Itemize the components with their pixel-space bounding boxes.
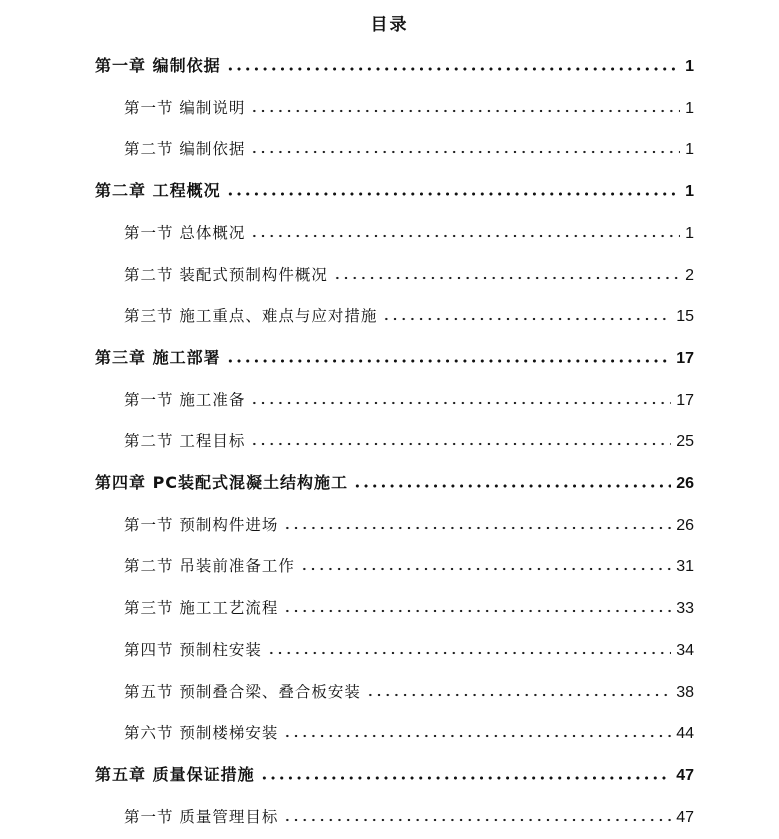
toc-section-entry[interactable] (124, 303, 694, 329)
toc-chapter-entry[interactable] (95, 53, 694, 79)
toc-entry-label: 第二节 工程目标 (124, 432, 246, 450)
toc-page-number: 1 (685, 183, 694, 200)
toc-chapter-entry[interactable] (95, 470, 694, 496)
toc-dot-leader (226, 358, 672, 364)
toc-section-entry[interactable] (124, 387, 694, 413)
toc-section-entry[interactable] (124, 136, 694, 162)
toc-entry-label: 第二节 编制依据 (124, 140, 246, 158)
toc-dot-leader (366, 692, 671, 698)
toc-section-entry[interactable] (124, 637, 694, 663)
toc-page-number: 1 (685, 100, 694, 117)
toc-entry-label: 第二节 装配式预制构件概况 (124, 266, 328, 284)
toc-entry-label: 第三章 施工部署 (95, 348, 221, 367)
toc-entry-label: 第一节 预制构件进场 (124, 516, 279, 534)
toc-dot-leader (283, 817, 671, 823)
toc-dot-leader (250, 400, 671, 406)
toc-section-entry[interactable] (124, 553, 694, 579)
toc-page-number: 17 (676, 392, 694, 409)
toc-section-entry[interactable] (124, 804, 694, 830)
toc-page-number: 44 (676, 725, 694, 742)
toc-dot-leader (283, 733, 671, 739)
toc-dot-leader (226, 66, 681, 72)
toc-page-number: 1 (685, 225, 694, 242)
toc-entry-label: 第六节 预制楼梯安装 (124, 724, 279, 742)
toc-section-entry[interactable] (124, 428, 694, 454)
toc-section-entry[interactable] (124, 595, 694, 621)
toc-chapter-entry[interactable] (95, 762, 694, 788)
toc-entry-label: 第四章 PC装配式混凝土结构施工 (95, 473, 349, 492)
toc-dot-leader (250, 441, 671, 447)
toc-page-number: 47 (676, 767, 694, 784)
toc-section-entry[interactable] (124, 262, 694, 288)
toc-page-number: 47 (676, 809, 694, 826)
toc-section-entry[interactable] (124, 679, 694, 705)
toc-page-number: 34 (676, 642, 694, 659)
toc-page-number: 2 (685, 267, 694, 284)
toc-dot-leader (250, 233, 680, 239)
toc-page-number: 31 (676, 558, 694, 575)
toc-dot-leader (353, 483, 671, 489)
toc-dot-leader (226, 191, 681, 197)
toc-dot-leader (250, 149, 680, 155)
toc-page-number: 1 (685, 141, 694, 158)
toc-section-entry[interactable] (124, 512, 694, 538)
toc-entry-label: 第二章 工程概况 (95, 181, 221, 200)
toc-dot-leader (283, 608, 671, 614)
toc-page-number: 26 (676, 475, 694, 492)
toc-entry-label: 第一节 总体概况 (124, 224, 246, 242)
toc-page-number: 1 (685, 58, 694, 75)
toc-dot-leader (267, 650, 671, 656)
toc-entry-label: 第四节 预制柱安装 (124, 641, 262, 659)
toc-entry-label: 第三节 施工工艺流程 (124, 599, 279, 617)
toc-entry-label: 第三节 施工重点、难点与应对措施 (124, 307, 378, 325)
toc-section-entry[interactable] (124, 95, 694, 121)
toc-page-number: 26 (676, 517, 694, 534)
toc-entry-label: 第一节 编制说明 (124, 99, 246, 117)
toc-dot-leader (382, 316, 671, 322)
toc-entry-label: 第一节 质量管理目标 (124, 808, 279, 826)
toc-dot-leader (283, 525, 671, 531)
toc-entry-label: 第二节 吊装前准备工作 (124, 557, 295, 575)
toc-page-number: 15 (676, 308, 694, 325)
toc-page-number: 38 (676, 684, 694, 701)
toc-dot-leader (250, 108, 680, 114)
toc-chapter-entry[interactable] (95, 345, 694, 371)
toc-section-entry[interactable] (124, 720, 694, 746)
toc-entry-label: 第一节 施工准备 (124, 391, 246, 409)
toc-dot-leader (260, 775, 672, 781)
toc-dot-leader (300, 566, 671, 572)
toc-chapter-entry[interactable] (95, 178, 694, 204)
toc-title: 目录 (370, 15, 409, 35)
toc-entry-label: 第五节 预制叠合梁、叠合板安装 (124, 683, 361, 701)
toc-page-number: 33 (676, 600, 694, 617)
toc-page-number: 17 (676, 350, 694, 367)
toc-dot-leader (333, 275, 680, 281)
toc-entry-label: 第一章 编制依据 (95, 56, 221, 75)
toc-section-entry[interactable] (124, 220, 694, 246)
toc-page-number: 25 (676, 433, 694, 450)
toc-entry-label: 第五章 质量保证措施 (95, 765, 255, 784)
